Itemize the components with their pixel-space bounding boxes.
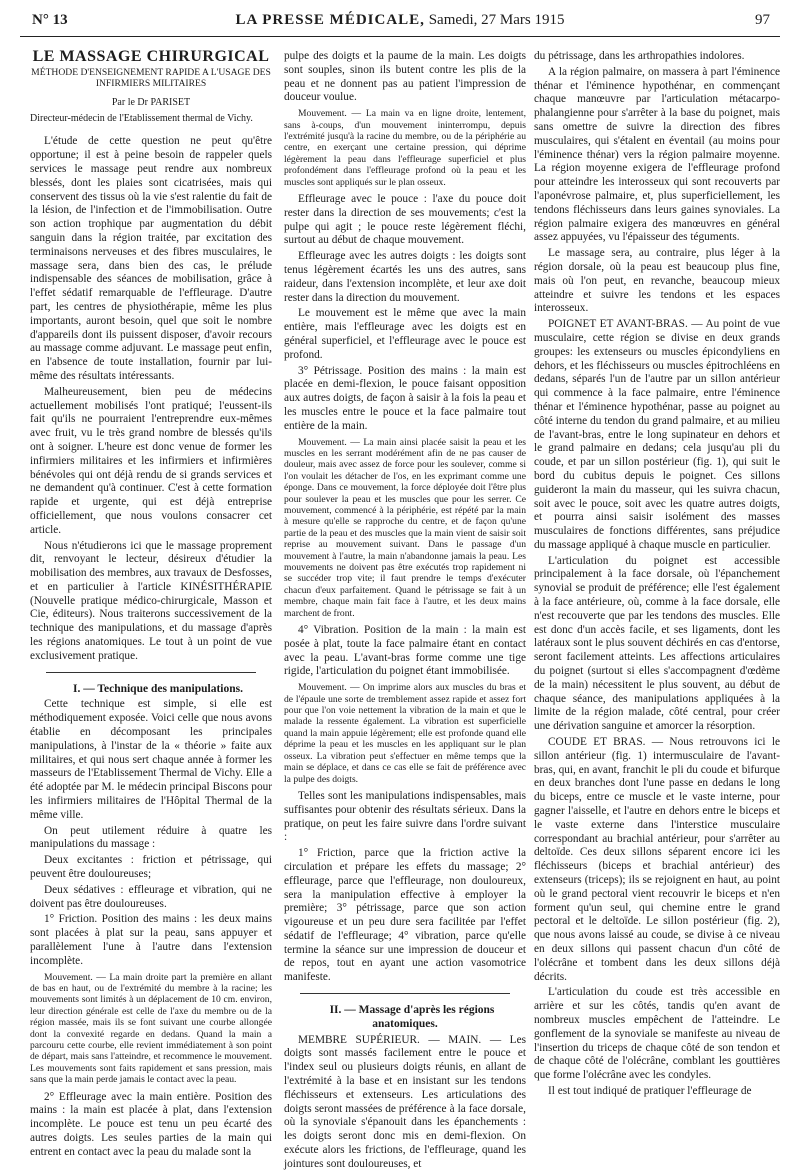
paragraph: Telles sont les manipulations indispensables, mais suffisantes pour obtenir des résultats sérieux. Dans la pratique, on peut les faire suivre dans l'ordre suivant :	[284, 789, 526, 844]
paragraph: Effleurage avec les autres doigts : les doigts sont tenus légèrement écartés les uns des autres, sans raideur, dans l'extension incomplète, et leur axe doit rester dans la direction du mouvement.	[284, 250, 526, 304]
paragraph: Le mouvement est le même que avec la main entière, mais l'effleurage avec les doigts est en général superficiel, et l'effleurage avec le pouce est profond.	[284, 307, 526, 361]
paragraph: L'articulation du poignet est accessible principalement à la face dorsale, où l'épanchement synovial se produit de préférence; elle l'est également à la face antérieure, où, comme à la face dorsale, elle n'est recouverte que par les tendons des muscles. Elle est donc d'un accès facile, et ses ligaments, dont les latéraux sont le plus souvent déchirés en cas d'entorse, seront facilement atteints. Les affections articulaires du poignet (surtout si elles s'accompagnent d'œdème de la main) nécessitent le plus souvent, au début de chaque séance, des manipulations appliquées à la limite de la région malade, côté central, pour créer une dérivation sanguine et amorcer la résorption.	[534, 554, 780, 733]
small-print-paragraph: Mouvement. — La main va en ligne droite, lentement, sans à-coups, d'un mouvement ininterrompu, depuis l'extrémité jusqu'à la racine du membre, ou de la périphérie au centre, en exerçant une certaine pression, qui déprime légèrement la peau dans l'effleurage superficiel et plus profondément dans l'effleurage profond où la peau et les muscles sont appliqués sur le plan osseux.	[284, 108, 526, 188]
article-subtitle: MÉTHODE D'ENSEIGNEMENT RAPIDE A L'USAGE DES INFIRMIERS MILITAIRES	[31, 66, 271, 90]
paragraph: MEMBRE SUPÉRIEUR. — MAIN. — Les doigts sont massés facilement entre le pouce et l'index seul ou plusieurs doigts réunis, en allant de l'extrémité à la base et en insistant sur les tendons fléchisseurs et extenseurs. Les articulations des doigts seront massées de préférence à la face dorsale, où la synoviale s'épanouit dans les épanchements : les doigts seront donc mis en demi-flexion. On exécute alors les frictions, de l'effleurage, quand les jointures sont douloureuses, et	[284, 1033, 526, 1170]
journal-name: LA PRESSE MÉDICALE,	[235, 12, 425, 28]
paragraph: pulpe des doigts et la paume de la main. Les doigts sont souples, sinon ils butent contre les plis de la peau et ne donnent pas au patient l'impression de douceur voulue.	[284, 50, 526, 104]
article-header	[30, 50, 272, 125]
paragraph: On peut utilement réduire à quatre les manipulations du massage :	[30, 824, 272, 851]
paragraph: Il est tout indiqué de pratiquer l'effleurage de	[548, 1084, 752, 1097]
author-affiliation: Directeur-médecin de l'Etablissement thermal de Vichy.	[30, 112, 253, 124]
paragraph: COUDE ET BRAS. — Nous retrouvons ici le sillon antérieur (fig. 1) intermusculaire de l'avant-bras, qui, en avant, franchit le pli du coude et bifurque en deux branches dont l'une passe en dedans le long du biceps, entre ce muscle et le vaste interne, pour gagner l'aisselle, et l'autre en dehors entre le biceps et le vaste externe dans l'interstice musculaire correspondant au brachial antérieur, pour s'arrêter au deltoïde. Ces deux sillons séparent encore ici les fléchisseurs (biceps et brachial antérieur) des extenseurs (triceps); ils se rejoignent en haut, au point où le grand pectoral vient recouvrir le biceps et n'en forment qu'un seul, qui chemine entre le grand pectoral et le deltoïde. Le sillon postérieur (fig. 2), que nous avons laissé au coude, se divise à ce niveau en deux sillons qui passent chacun d'un côté de l'olécrâne et tombent dans les deux sillons déjà décrits.	[534, 736, 780, 983]
small-print-paragraph: Mouvement. — La main ainsi placée saisit la peau et les muscles en les serrant modérément afin de ne pas causer de douleur, mais avec assez de force pour les soulever, comme si l'on voulait les détacher de l'os, en les exprimant comme une éponge. Dans ce mouvement, la force déployée doit l'être plus pour soulever la peau et les muscles que pour les serrer. Ce mouvement, commencé à la périphérie, est répété par la main à mesure qu'elle se rapproche du centre, et de façon qu'une partie de la peau et des muscles que la main vient de saisir soit reprise au mouvement suivant. Dans le passage d'un mouvement à l'autre, la main n'abandonne jamais la peau. Les mouvements ne doivent pas être exécutés trop rapidement ni se succéder trop vite; il faut prendre le temps d'exécuter chacun d'eux parfaitement. Quand le pétrissage se fait à un membre, chaque main fait face à l'autre, et les deux mains marchent de front.	[284, 436, 526, 619]
page-number: 97	[755, 12, 770, 28]
paragraph: Malheureusement, bien peu de médecins actuellement mobilisés l'ont pratiqué; l'eussent-ils fait qu'ils ne pourraient l'entreprendre eux-mêmes avec fruit, vu le très grand nombre de blessés qu'ils ont à soigner. L'heure est donc venue de former les infirmiers militaires et les infirmiers et infirmières bénévoles qui ont déjà rendu de si grands services et ne demandent qu'à continuer. C'est à cette formation rapide et urgente, qui est déjà entreprise officiellement, que nous voulons consacrer cet article.	[30, 385, 272, 536]
paragraph: 1° Friction. Position des mains : les deux mains sont placées à plat sur la peau, sans appuyer et parallèlement l'une à l'autre dans l'extension incomplète.	[30, 913, 272, 967]
paragraph: 2° Effleurage avec la main entière. Position des mains : la main est placée à plat, dans l'extension incomplète. Le pouce est tenu un peu écarté des autres doigts. Les seules parties de la main qui entrent en contact avec la peau du malade sont la	[30, 1090, 272, 1158]
paragraph: Nous n'étudierons ici que le massage proprement dit, renvoyant le lecteur, désireux d'étudier la mobilisation des membres, aux travaux de Desfosses, et en particulier à l'article KINÉSITHÉRAPIE (Nouvelle pratique médico-chirurgicale, Masson et Cie, éditeurs). Nous traiterons successivement de la technique des manipulations, et du massage d'après les régions anatomiques. Le tout à un point de vue exclusivement pratique.	[30, 539, 272, 662]
paragraph: 3° Pétrissage. Position des mains : la main est placée en demi-flexion, le pouce faisant opposition aux autres doigts, de façon à saisir à la fois la peau et les muscles entre le pouce et la face palmaire tout entière de la main.	[284, 364, 526, 432]
paragraph: Cette technique est simple, si elle est méthodiquement exposée. Voici celle que nous avons établie en décomposant les principales manipulations, à l'instar de la « théorie » faite aux militaires, et qui nous sert chaque année à former les masseurs de l'Etablissement Thermal de Vichy. Elle a été adoptée par M. le médecin principal Biscons pour les infirmiers militaires de l'Hôpital Thermal de la même ville.	[30, 698, 272, 821]
paragraph: L'étude de cette question ne peut qu'être opportune; il est à peine besoin de rappeler quels services le massage peut rendre aux nombreux blessés, dont les plaies sont cicatrisées, mais qui conservent des tissus où la vie s'est ralentie du fait de la lésion, de l'infection et de l'immobilisation. Outre son action trophique par augmentation du débit sanguin dans la région traitée, par excitation des terminaisons nerveuses et des fibres musculaires, le massage sera, dans bien des cas, le prélude indispensable des séances de mobilisation, grâce à l'effet sédatif remarquable de l'effleurage. D'autre part, les centres de physiothérapie, même les plus importants, auront besoin, quel que soit le nombre d'appareils dont ils puissent disposer, d'avoir recours au massage comme adjuvant. Le massage peut enfin, en l'absence de toute installation, fournir par lui-même des résultats intéressants.	[30, 135, 272, 382]
section-heading: I. — Technique des manipulations.	[72, 682, 243, 695]
issue-date: Samedi, 27 Mars 1915	[428, 12, 565, 28]
paragraph: 4° Vibration. Position de la main : la main est posée à plat, toute la face palmaire étant en contact avec la peau. L'avant-bras forme comme une tige rigide, l'articulation du poignet étant immobilisée.	[284, 624, 526, 678]
page-header	[20, 8, 780, 37]
paragraph: du pétrissage, dans les arthropathies indolores.	[534, 50, 745, 62]
paragraph: L'articulation du coude est très accessible en arrière et sur les côtés, tandis qu'en avant de nombreux muscles empêchent de l'atteindre. Le gonflement de la synoviale se manifeste au niveau de l'insertion du triceps de chaque côté de son tendon et de chaque côté de l'olécrâne, comblant les gouttières que forme l'olécrâne avec les condyles.	[534, 986, 780, 1082]
paragraph: Deux excitantes : friction et pétrissage, qui peuvent être douloureuses;	[30, 854, 272, 881]
column-1	[30, 50, 272, 1162]
section-heading: II. — Massage d'après les régions anatomiques.	[329, 1004, 495, 1030]
issue-number: N° 13	[32, 12, 68, 28]
paragraph: POIGNET ET AVANT-BRAS. — Au point de vue musculaire, cette région se divise en deux grands groupes: les extenseurs ou muscles épicondyliens en dehors, et les fléchisseurs ou muscles épitrochléens en dedans, séparés l'un de l'autre par un sillon antérieur qui commence à la face palmaire, entre l'éminence thénar et l'éminence hypothénar, passe au poignet au côté interne du tendon du grand palmaire, et au milieu de l'avant-bras, entre le long supinateur en dehors et le grand palmaire en dedans; cela jusqu'au pli du coude, et par un sillon postérieur (fig. 1), qui suit le bord du cubitus depuis le poignet. Ces sillons guideront la main du masseur, qui les suivra chacun, soit avec le pouce, soit avec les quatre autres doigts, et pourra ainsi saisir isolément des masses musculaires de fonctions différentes, sans préjudice du massage appliqué à chaque muscle en particulier.	[534, 318, 780, 551]
small-print-paragraph: Mouvement. — La main droite part la première en allant de bas en haut, ou de l'extrémité du membre à la racine; les mouvements sont limités à un déplacement de 10 cm. environ, leur direction générale est celle de l'axe du membre ou de la région massée, mais ils se font suivant une courbe allongée dont la convexité regarde en dedans. Quand la main a parcouru cette courbe, elle revient immédiatement à son point de départ, mais sans l'atteindre, et recommence le mouvement. Les mouvements sont faits rapidement et sans pression, mais sans que la main perde jamais le contact avec la peau.	[30, 971, 272, 1086]
column-3	[534, 50, 780, 1101]
section-divider	[300, 993, 510, 994]
article-byline: Par le Dr PARISET	[111, 96, 191, 108]
paragraph: Deux sédatives : effleurage et vibration, qui ne doivent pas être douloureuses.	[30, 883, 272, 910]
paragraph: 1° Friction, parce que la friction active la circulation et prépare les effets du massage; 2° effleurage, parce que l'effleurage, non douloureux, sera la manipulation effective à employer la première; 3° pétrissage, parce que son action vigoureuse et un peu dure sera facilitée par l'effet sédatif de l'effleurage; 4° vibration, parce qu'elle termine la séance sur une impression de douceur et de repos, tout en ayant une action vasomotrice manifeste.	[284, 847, 526, 984]
section-divider	[46, 672, 256, 673]
article-title: LE MASSAGE CHIRURGICAL	[32, 48, 270, 65]
small-print-paragraph: Mouvement. — On imprime alors aux muscles du bras et de l'épaule une sorte de tremblement assez rapide et assez fort pour que l'on voie nettement la vibration de la main et que le malade la ressente également. La vibration est superficielle quand la main appuie légèrement; elle est profonde quand elle déprime la peau et les muscles en les appliquant sur le plan osseux. La vibration peut s'effectuer en même temps que la main se déplace, et dans ce cas elle se fait de préférence avec la pulpe des doigts.	[284, 682, 526, 785]
paragraph: Effleurage avec le pouce : l'axe du pouce doit rester dans la direction de ses mouvements; c'est la pulpe qui agit ; le pouce reste légèrement fléchi, surtout au début de chaque mouvement.	[284, 193, 526, 247]
journal-masthead	[20, 12, 780, 29]
column-2	[284, 50, 526, 1174]
paragraph: A la région palmaire, on massera à part l'éminence thénar et l'éminence hypothénar, en commençant chaque manœuvre par l'articulation métacarpo-phalangienne pour s'arrêter à la base du poignet, mais sans omettre de suivre la direction des fibres musculaires, qui s'étalent en éventail (au moins pour l'éminence thénar) vers la région palmaire moyenne. La région moyenne exigera de l'effleurage profond pour atteindre les interosseux qui sont recouverts par l'aponévrose palmaire, et, plus superficiellement, les tendons fléchisseurs dans leurs gaines synoviales. La région palmaire exigera des manœuvres en général assez appuyées, vu l'épaisseur des téguments.	[534, 65, 780, 244]
paragraph: Le massage sera, au contraire, plus léger à la région dorsale, où la peau est beaucoup plus fine, mais où l'on peut, en revanche, beaucoup mieux atteindre et suivre les tendons et les espaces interosseux.	[534, 247, 780, 315]
